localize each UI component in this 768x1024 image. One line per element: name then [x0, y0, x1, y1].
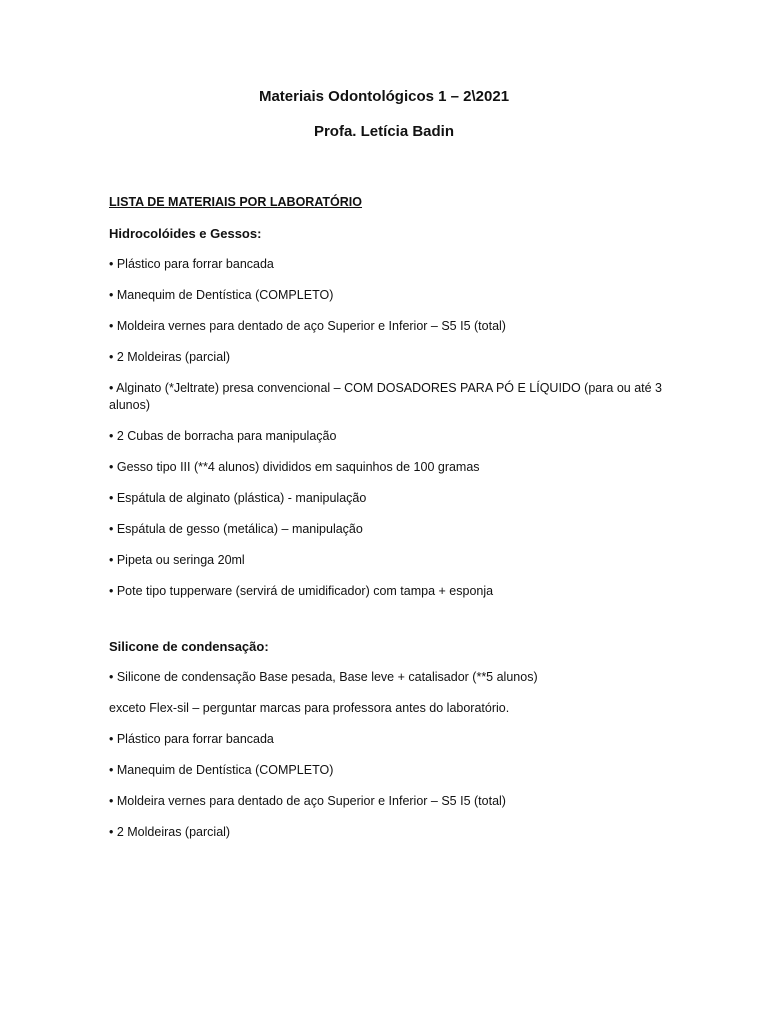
list-item: • Espátula de alginato (plástica) - manipulação — [109, 491, 367, 505]
list-item: • Pipeta ou seringa 20ml — [109, 553, 245, 567]
document-body — [109, 194, 669, 855]
list-item: • Plástico para forrar bancada — [109, 732, 274, 746]
list-item: • Alginato (*Jeltrate) presa convencional – COM DOSADORES PARA PÓ E LÍQUIDO (para ou até 3 alunos) — [109, 381, 662, 412]
list-item: • Espátula de gesso (metálica) – manipulação — [109, 522, 363, 536]
list-item: • Plástico para forrar bancada — [109, 257, 274, 271]
document-title: Materiais Odontológicos 1 – 2\2021 — [258, 88, 510, 105]
section-silicone — [109, 638, 669, 841]
document-subtitle: Profa. Letícia Badin — [313, 123, 455, 140]
section-heading: Silicone de condensação: — [109, 639, 269, 654]
list-item: • Pote tipo tupperware (servirá de umidificador) com tampa + esponja — [109, 584, 494, 598]
list-item: exceto Flex-sil – perguntar marcas para professora antes do laboratório. — [109, 701, 510, 715]
list-item: • Moldeira vernes para dentado de aço Superior e Inferior – S5 I5 (total) — [109, 319, 506, 333]
list-item: • 2 Cubas de borracha para manipulação — [109, 429, 337, 443]
list-item: • Manequim de Dentística (COMPLETO) — [109, 288, 334, 302]
list-item: • 2 Moldeiras (parcial) — [109, 350, 231, 364]
list-heading: LISTA DE MATERIAIS POR LABORATÓRIO — [109, 195, 363, 209]
list-item: • Silicone de condensação Base pesada, Base leve + catalisador (**5 alunos) — [109, 670, 538, 684]
section-spacer — [109, 614, 669, 638]
list-item: • Moldeira vernes para dentado de aço Superior e Inferior – S5 I5 (total) — [109, 794, 506, 808]
section-heading: Hidrocolóides e Gessos: — [109, 226, 262, 241]
section-hidrocoloides — [109, 225, 669, 600]
list-item: • Manequim de Dentística (COMPLETO) — [109, 763, 334, 777]
list-item: • 2 Moldeiras (parcial) — [109, 825, 231, 839]
list-item: • Gesso tipo III (**4 alunos) divididos em saquinhos de 100 gramas — [109, 460, 480, 474]
